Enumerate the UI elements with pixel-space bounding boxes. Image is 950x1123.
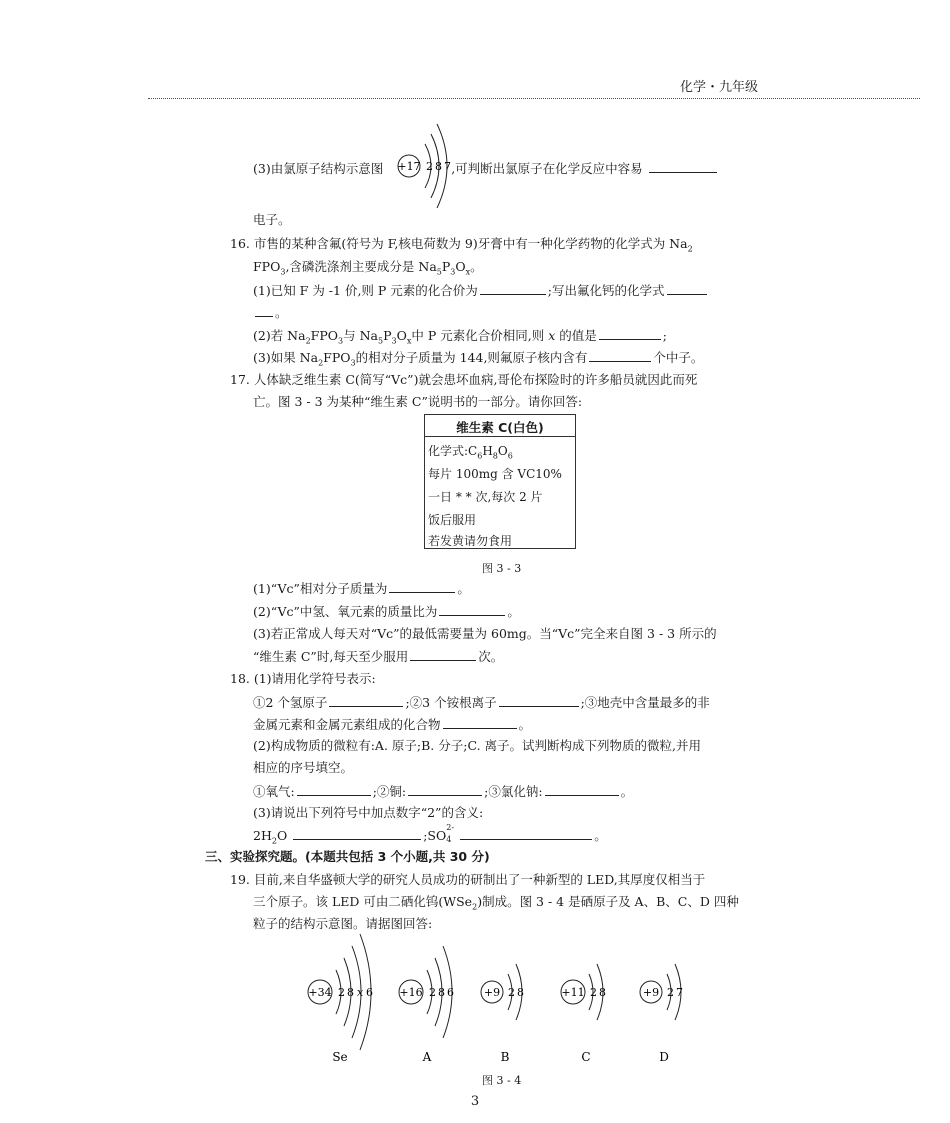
- q17-blank-3[interactable]: [410, 648, 476, 661]
- q18-blank-3[interactable]: [443, 716, 517, 729]
- q17-text: 。: [457, 581, 470, 596]
- q17-part2: [253, 603, 520, 620]
- q18-text: ;③氯化钠:: [484, 784, 543, 799]
- chlorine-atom-diagram: [395, 120, 465, 212]
- q16-part2: [253, 327, 667, 344]
- q16-blank-2[interactable]: [667, 282, 707, 295]
- q18-text: ①氧气:: [253, 784, 295, 799]
- q18-blank-8[interactable]: [460, 827, 592, 840]
- q17-line2: 亡。图 3 - 3 为某种“维生素 C”说明书的一部分。请你回答:: [253, 394, 583, 409]
- nucleus-charge: +17: [397, 160, 421, 173]
- shell-electrons: 6: [447, 986, 454, 999]
- shell-electrons: 8: [438, 986, 445, 999]
- q18-text: 。: [594, 828, 607, 843]
- shell-electrons: 7: [676, 986, 683, 999]
- subscript: 2: [318, 358, 324, 368]
- q17-line1: 17. 人体缺乏维生素 C(简写“Vc”)就会患坏血病,哥伦布探险时的许多船员就因此而死: [230, 372, 698, 387]
- q18-blank-5[interactable]: [408, 783, 482, 796]
- q16-text: FPO: [323, 350, 351, 365]
- q16-part1: [253, 282, 709, 299]
- q16-text: (3)如果 Na: [253, 350, 319, 365]
- subscript: x: [406, 336, 412, 346]
- particle-label: D: [659, 1050, 669, 1064]
- q16-text: O: [455, 259, 466, 274]
- q18-blank-6[interactable]: [545, 783, 619, 796]
- q16-text: 。: [275, 305, 288, 320]
- q18-text: 。: [518, 717, 532, 732]
- header-divider: [148, 98, 920, 99]
- q18-text: ;SO: [423, 828, 447, 843]
- subscript: 5: [436, 267, 442, 277]
- q18-text: ;③地壳中含量最多的非: [580, 695, 710, 710]
- subscript: 2: [472, 902, 478, 912]
- q18-part1: 18. (1)请用化学符号表示:: [230, 671, 376, 686]
- subscript: 8: [492, 451, 498, 461]
- q15-end-line: 电子。: [253, 212, 291, 227]
- q19-text: )制成。图 3 - 4 是硒原子及 A、B、C、D 四种: [477, 894, 739, 909]
- q17-text: “维生素 C”时,每天至少服用: [253, 649, 409, 664]
- label-frequency: 一日 * * 次,每次 2 片: [428, 490, 543, 504]
- q16-text: 的值是: [559, 328, 597, 343]
- q16-text: FPO: [253, 259, 281, 274]
- q17-text: 。: [507, 604, 520, 619]
- label-timing: 饭后服用: [428, 513, 477, 527]
- subscript: 3: [350, 358, 356, 368]
- q19-line1: 19. 目前,来自华盛顿大学的研究人员成功的研制出了一种新型的 LED,其厚度仅相当于: [230, 872, 706, 887]
- subscript: 3: [280, 267, 286, 277]
- q19-line2: [253, 894, 739, 910]
- q16-blank-4[interactable]: [589, 349, 651, 362]
- q17-text: (2)“Vc”中氢、氧元素的质量比为: [253, 604, 438, 619]
- variable-x: x: [548, 328, 556, 343]
- label-text: H: [482, 444, 493, 458]
- q16-text: 个中子。: [653, 350, 704, 365]
- q18-blank-1[interactable]: [329, 694, 403, 707]
- figure-caption-3-3: 图 3 - 3: [482, 562, 522, 575]
- shell-electrons: 8: [347, 986, 354, 999]
- q19-line3: 粒子的结构示意图。请据图回答:: [253, 916, 433, 931]
- q16-text: FPO: [310, 328, 339, 343]
- q18-text: 。: [620, 784, 634, 799]
- q18-text: ;②铜:: [372, 784, 407, 799]
- label-title: 维生素 C(白色): [456, 420, 544, 435]
- particle-structure-diagrams: [290, 930, 710, 1070]
- label-text: O: [497, 444, 508, 458]
- shell-electrons: 8: [599, 986, 606, 999]
- q16-text: 16. 市售的某种含氟(符号为 F,核电荷数为 9)牙膏中有一种化学药物的化学式为 Na: [230, 236, 688, 251]
- shell-electrons: 2: [508, 986, 515, 999]
- figure-caption-3-4: 图 3 - 4: [482, 1074, 522, 1087]
- subscript: 3: [391, 336, 397, 346]
- q19-text: 三个原子。该 LED 可由二硒化钨(WSe: [253, 894, 473, 909]
- label-dose: 每片 100mg 含 VC10%: [428, 467, 562, 481]
- nucleus-charge: +9: [642, 986, 660, 999]
- q16-blank-3[interactable]: [599, 327, 661, 340]
- q16-part3: [253, 349, 703, 366]
- q18-part2-l3: [253, 783, 633, 800]
- subscript: 5: [377, 336, 384, 346]
- se-atom-diagram: [308, 934, 373, 1064]
- shell-electrons: 2: [590, 986, 597, 999]
- q15-answer-blank[interactable]: [649, 160, 717, 173]
- nucleus-charge: +34: [308, 986, 332, 999]
- q16-text: 的相对分子质量为 144,则氟原子核内含有: [355, 350, 588, 365]
- q16-part1-cont: [253, 304, 288, 321]
- q18-text: 2H: [253, 828, 272, 843]
- particle-label: B: [500, 1050, 510, 1064]
- q16-line2: [253, 259, 483, 275]
- q16-text: P: [383, 328, 392, 343]
- nucleus-charge: +9: [483, 986, 501, 999]
- page-number: 3: [470, 1094, 480, 1109]
- q16-text: (1)已知 F 为 -1 价,则 P 元素的化合价为: [253, 283, 478, 298]
- shell-electrons: 2: [429, 986, 436, 999]
- q16-text: O: [396, 328, 407, 343]
- q18-text: 金属元素和金属元素组成的化合物: [253, 717, 441, 732]
- q15-part3-line: [253, 160, 719, 177]
- q16-text: (2)若 Na: [253, 328, 306, 343]
- subscript: 3: [338, 336, 344, 346]
- q18-part2-l2: 相应的序号填空。: [253, 760, 354, 775]
- q16-text: 。: [470, 259, 483, 274]
- header-title: 化学・九年级: [680, 80, 759, 95]
- particle-c-diagram: [561, 964, 606, 1064]
- subscript: 6: [507, 451, 513, 461]
- subscript: x: [465, 267, 471, 277]
- particle-label: Se: [332, 1050, 348, 1064]
- q17-blank-1[interactable]: [389, 580, 455, 593]
- subscript: 2: [687, 244, 693, 254]
- q17-part3-l2: [253, 648, 503, 665]
- q17-blank-2[interactable]: [439, 603, 505, 616]
- q16-blank-1[interactable]: [480, 282, 546, 295]
- q16-text: 与 Na: [343, 328, 378, 343]
- particle-label: A: [422, 1050, 432, 1064]
- particle-label: C: [581, 1050, 591, 1064]
- shell-electrons: 2: [426, 160, 433, 173]
- shell-electrons: 8: [517, 986, 524, 999]
- subscript: 6: [477, 451, 483, 461]
- q18-part3-l2: $2H_2O$ ;SO 2- 4 。: [253, 823, 607, 846]
- vitamin-c-label-box: [424, 414, 576, 549]
- q18-blank-4[interactable]: [297, 783, 371, 796]
- particle-a-diagram: [399, 946, 454, 1064]
- label-warning: 若发黄请勿食用: [428, 534, 513, 548]
- subscript: 2: [271, 836, 277, 846]
- q17-part3-l1: (3)若正常成人每天对“Vc”的最低需要量为 60mg。当“Vc”完全来自图 3 - 3 所示的: [253, 626, 717, 641]
- q17-part1: [253, 580, 470, 597]
- q18-text: ①2 个氢原子: [253, 695, 328, 710]
- q18-part2-l1: (2)构成物质的微粒有:A. 原子;B. 分子;C. 离子。试判断构成下列物质的微粒,并用: [253, 738, 701, 753]
- q16-line1: [230, 236, 693, 252]
- q16-text: 中 P 元素化合价相同,则: [411, 328, 545, 343]
- label-formula: [428, 442, 513, 459]
- divider: [425, 436, 575, 437]
- q15-text-a: (3)由氯原子结构示意图: [253, 161, 384, 176]
- section3-title: 三、实验探究题。(本题共包括 3 个小题,共 30 分): [205, 849, 490, 864]
- q15-text-b: ,可判断出氯原子在化学反应中容易: [451, 161, 643, 176]
- q18-part1-l2: [253, 694, 710, 711]
- q18-text: ;②3 个铵根离子: [405, 695, 497, 710]
- q16-blank-2-cont[interactable]: [255, 304, 273, 317]
- q18-blank-7[interactable]: [293, 827, 421, 840]
- q17-text: 次。: [478, 649, 504, 664]
- subscript: 3: [450, 267, 456, 277]
- nucleus-charge: +11: [561, 986, 585, 999]
- particle-b-diagram: [481, 964, 524, 1064]
- q16-text: ;: [662, 328, 667, 343]
- shell-electrons: x: [357, 986, 364, 999]
- shell-electrons: 6: [366, 986, 373, 999]
- subscript: 2: [305, 336, 311, 346]
- q17-text: (1)“Vc”相对分子质量为: [253, 581, 388, 596]
- label-text: 化学式:C: [428, 444, 478, 458]
- q18-part3-l1: (3)请说出下列符号中加点数字“2”的含义:: [253, 805, 484, 820]
- q16-text: ,含磷洗涤剂主要成分是 Na: [285, 259, 437, 274]
- q18-part1-l3: [253, 716, 531, 733]
- shell-electrons: 8: [435, 160, 442, 173]
- shell-electrons: 7: [444, 160, 451, 173]
- q18-blank-2[interactable]: [499, 694, 579, 707]
- particle-d-diagram: [640, 964, 683, 1064]
- q18-text: O: [276, 828, 288, 843]
- q16-text: ;写出氟化钙的化学式: [547, 283, 665, 298]
- q16-text: P: [441, 259, 451, 274]
- shell-electrons: 2: [667, 986, 674, 999]
- shell-electrons: 2: [338, 986, 345, 999]
- nucleus-charge: +16: [399, 986, 423, 999]
